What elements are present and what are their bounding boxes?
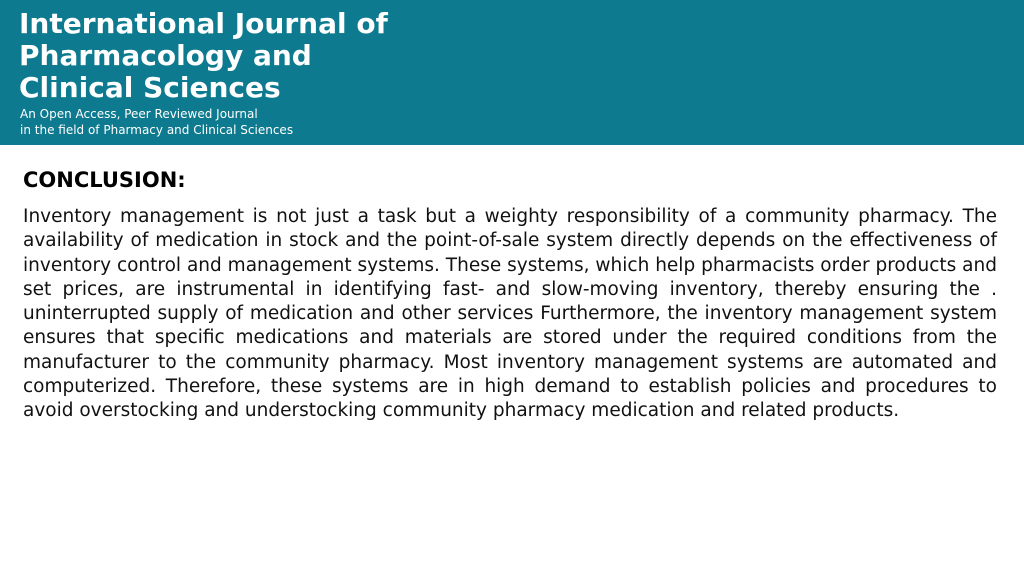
- section-heading: CONCLUSION:: [23, 168, 186, 192]
- conclusion-paragraph: Inventory management is not just a task but a weighty responsibility of a community pharmacy. The availability of medication in stock and the point-of-sale system directly depends on the effectiveness of inventory control and management systems. These systems, which help pharmacists order products and set prices, are instrumental in identifying fast- and slow-moving inventory, thereby ensuring the . uninterrupted supply of medication and other services Furthermore, the inventory management system ensures that specific medications and materials are stored under the required conditions from the manufacturer to the community pharmacy. Most inventory management systems are automated and computerized. Therefore, these systems are in high demand to establish policies and procedures to avoid overstocking and understocking community pharmacy medication and related products.: [23, 206, 997, 422]
- journal-tagline-line-2: in the field of Pharmacy and Clinical Sciences: [20, 123, 294, 137]
- journal-banner: [0, 0, 1024, 145]
- journal-tagline: [20, 106, 293, 138]
- journal-title-line-3: Clinical Sciences: [19, 71, 281, 104]
- journal-title-line-1: International Journal of: [19, 7, 388, 40]
- journal-title: [19, 8, 388, 104]
- journal-tagline-line-1: An Open Access, Peer Reviewed Journal: [20, 107, 258, 121]
- journal-title-line-2: Pharmacology and: [19, 39, 312, 72]
